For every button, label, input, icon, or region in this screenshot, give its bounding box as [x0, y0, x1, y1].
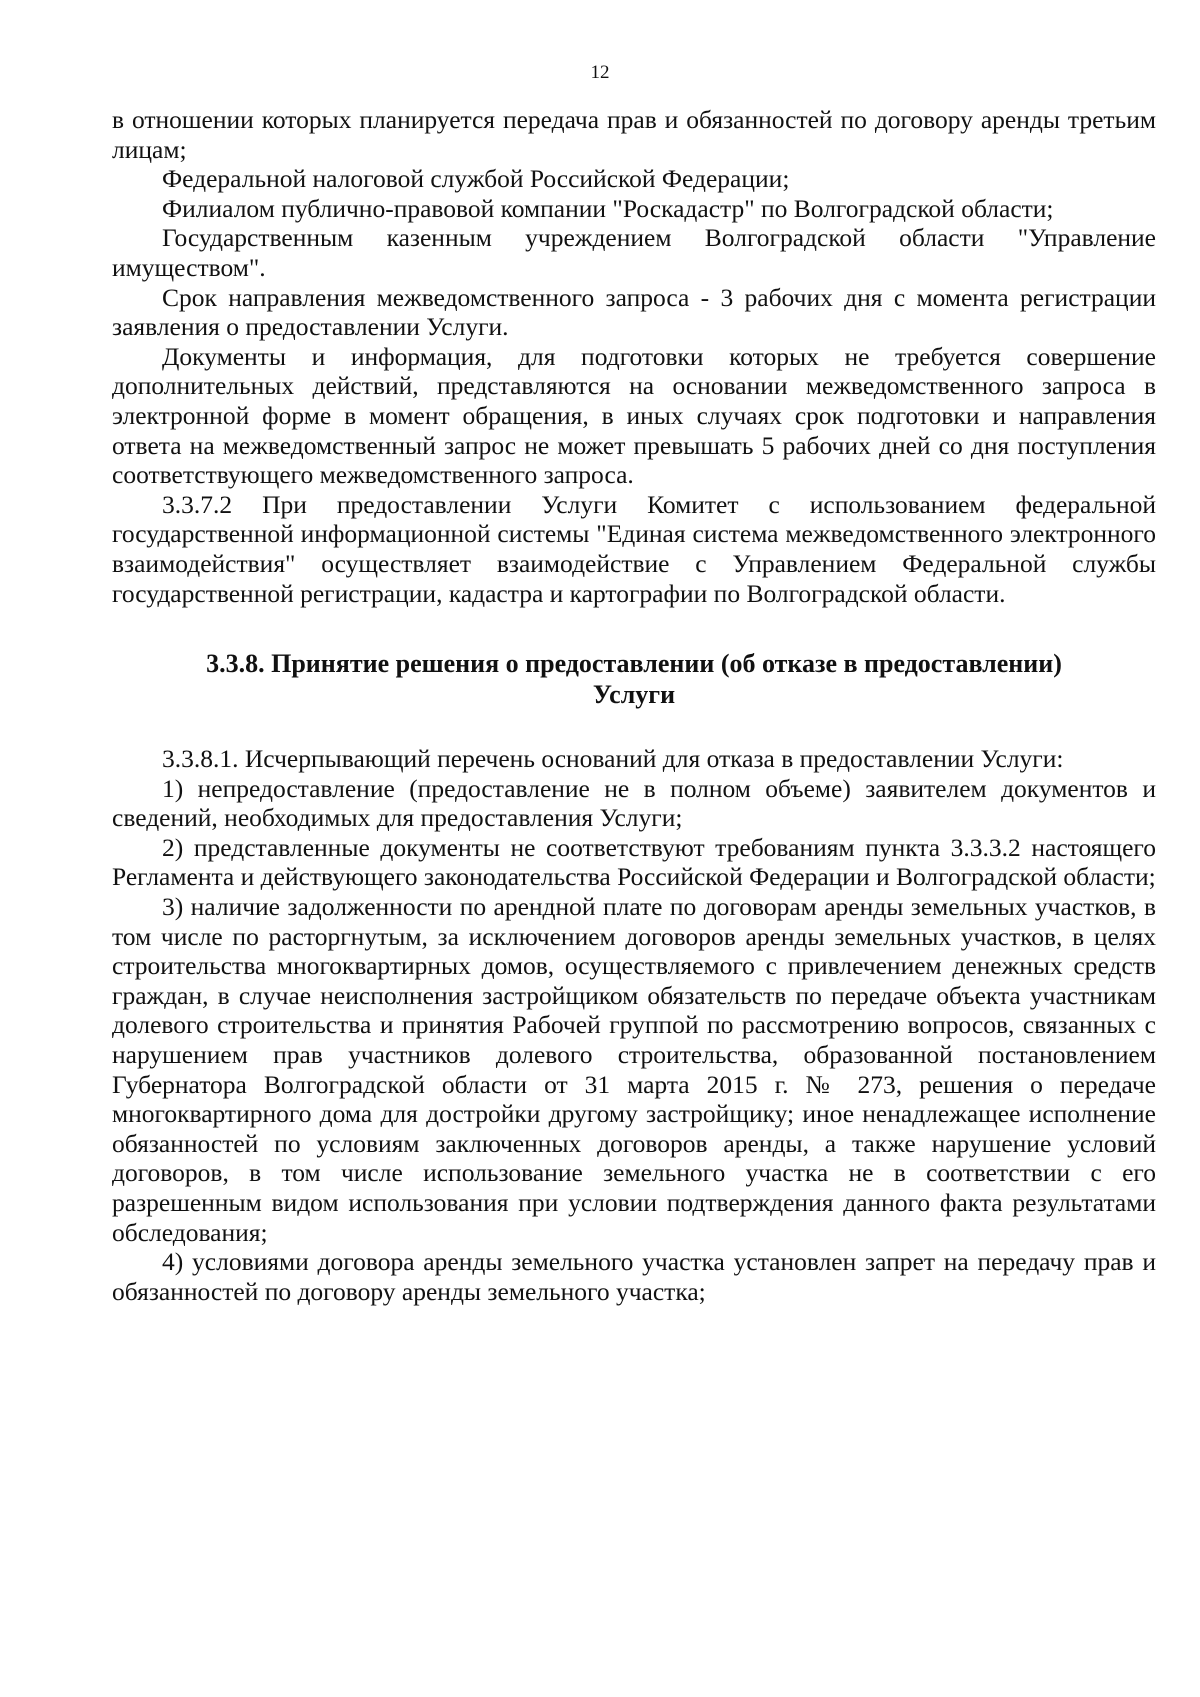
section-heading-line2: Услуги: [592, 680, 676, 710]
paragraph-deadline: Срок направления межведомственного запроса - 3 рабочих дня с момента регистрации заявления о предоставлении Услуги.: [112, 282, 1156, 342]
paragraph-fns: Федеральной налоговой службой Российской Федерации;: [162, 164, 790, 194]
list-item-4: 4) условиями договора аренды земельного участка установлен запрет на передачу прав и обязанностей по договору аренды земельного участка;: [112, 1247, 1156, 1306]
list-item-2: 2) представленные документы не соответствуют требованиям пункта 3.3.3.2 настоящего Регламента и действующего законодательства Российской Федерации и Волгоградской области;: [112, 832, 1156, 892]
paragraph-3-3-7-2: 3.3.7.2 При предоставлении Услуги Комитет с использованием федеральной государственной информационной системы "Единая система межведомственного электронного взаимодействия" осуществляет взаимодействие с Управлением Федеральной службы государственной регистрации, кадастра и картографии по Волгоградской области.: [112, 489, 1156, 608]
section-heading: [112, 648, 1156, 710]
paragraph-roskadastr: Филиалом публично-правовой компании "Роскадастр" по Волгоградской области;: [162, 193, 1054, 223]
paragraph-documents-info: Документы и информация, для подготовки которых не требуется совершение дополнительных действий, представляются на основании межведомственного запроса в электронной форме в момент обращения, в иных случаях срок подготовки и направления ответа на межведомственный запрос не может превышать 5 рабочих дней со дня поступления соответствующего межведомственного запроса.: [112, 341, 1156, 490]
list-item-1: 1) непредоставление (предоставление не в полном объеме) заявителем документов и сведений, необходимых для предоставления Услуги;: [112, 773, 1156, 833]
paragraph-gku: Государственным казенным учреждением Волгоградской области "Управление имуществом".: [112, 223, 1156, 282]
paragraph-3-3-8-1: 3.3.8.1. Исчерпывающий перечень оснований для отказа в предоставлении Услуги:: [162, 744, 1064, 774]
paragraph-continuation: в отношении которых планируется передача прав и обязанностей по договору аренды третьим лицам;: [112, 105, 1156, 164]
list-item-3: 3) наличие задолженности по арендной плате по договорам аренды земельных участков, в том числе по расторгнутым, за исключением договоров аренды земельных участков, в целях строительства многоквартирных домов, осуществляемого с привлечением денежных средств граждан, в случае неисполнения застройщиком обязательств по передаче объекта участникам долевого строительства и принятия Рабочей группой по рассмотрению вопросов, связанных с нарушением прав участников долевого строительства, образованной постановлением Губернатора Волгоградской области от 31 марта 2015 г. № 273, решения о передаче многоквартирного дома для достройки другому застройщику; иное ненадлежащее исполнение обязанностей по условиям заключенных договоров аренды, а также нарушение условий договоров, в том числе использование земельного участка не в соответствии с его разрешенным видом использования при условии подтверждения данного факта результатами обследования;: [112, 892, 1156, 1247]
section-heading-line1: 3.3.8. Принятие решения о предоставлении (об отказе в предоставлении): [206, 649, 1062, 679]
page-number: 12: [590, 62, 610, 83]
document-body: [112, 105, 1156, 1306]
